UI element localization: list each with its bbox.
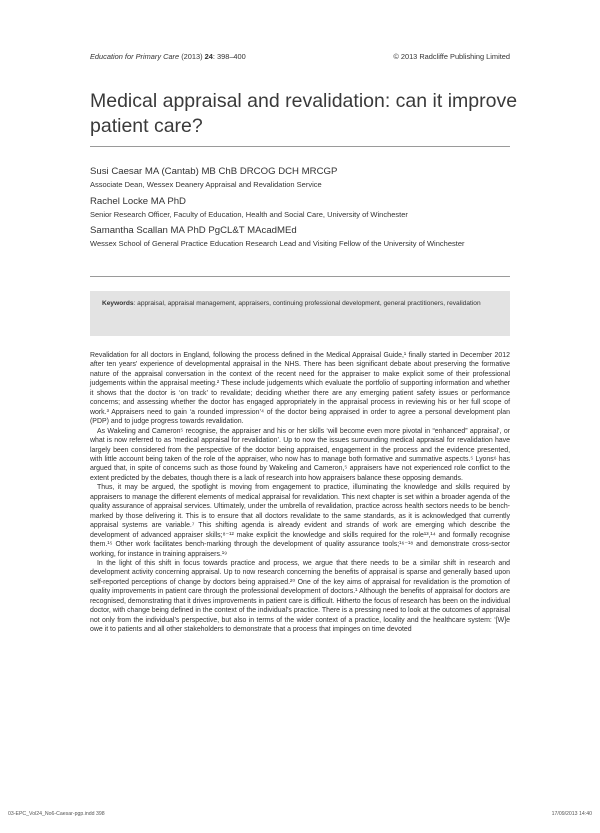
copyright-notice: © 2013 Radcliffe Publishing Limited xyxy=(393,52,510,61)
author-name: Samantha Scallan MA PhD PgCL&T MAcadMEd xyxy=(90,225,297,236)
body-paragraph: Revalidation for all doctors in England, following the process defined in the Medical Appraisal Guide,¹ finally started in December 2012 after ten years’ experience of developmental appraisal in the NHS. There has been significant debate about preserving the formative nature of the appraisal conversation in the context of the recent need for the appraiser to make explicit some of their professional judgements within the appraisal meeting.² These include judgements which evaluate the portfolio of supporting information and whether it shows that the doctor is ‘on track’ to revalidate; deciding whether there are any emerging patient safety issues or performance concerns; and assessing whether the doctor has engaged appropriately in the appraisal process in reviewing his or her full scope of work.³ Appraisers need to gain ‘a rounded impression’⁴ of the doctor being appraised in order to agree a personal development plan (PDP) and to judge progress towards revalidation. xyxy=(90,352,510,426)
keywords-box xyxy=(90,291,510,336)
author-name: Rachel Locke MA PhD xyxy=(90,196,186,207)
article-body xyxy=(90,351,510,635)
author-block-1 xyxy=(90,166,510,190)
article-title: Medical appraisal and revalidation: can it improve patient care? xyxy=(90,90,518,137)
footer-file-name: 03-EPC_Vol24_No6-Caesar-pgp.indd 398 xyxy=(8,811,105,817)
author-block-3 xyxy=(90,225,510,249)
author-name: Susi Caesar MA (Cantab) MB ChB DRCOG DCH MRCGP xyxy=(90,166,338,177)
footer-timestamp: 17/09/2013 14:40 xyxy=(551,811,592,817)
keywords-label: Keywords xyxy=(102,300,134,307)
authors-divider xyxy=(90,276,510,277)
keywords-text: : appraisal, appraisal management, appraisers, continuing professional development, general practitioners, revalidation xyxy=(133,300,481,307)
journal-year: (2013) xyxy=(181,52,203,61)
body-paragraph: As Wakeling and Cameron⁵ recognise, the appraiser and his or her skills ‘will become even more pivotal in “enhanced” appraisal’, or what is now referred to as ‘medical appraisal for revalidation’. Up to now the issues surrounding medical appraisal for revalidation have largely been considered from the perspective of the doctor being appraised, engagement in the process and the evidence presented, with little account being taken of the role of the appraiser, who now has to manage both formative and summative aspects.⁵ Lyons⁶ has argued that, in spite of concerns such as those found by Wakeling and Cameron,⁵ appraisers have not experienced role conflict to the extent predicted by the debates, though there is a lack of research into how appraisers balance these opposing demands. xyxy=(90,427,510,482)
journal-name: Education for Primary Care xyxy=(90,52,180,61)
author-affiliation: Wessex School of General Practice Education Research Lead and Visiting Fellow of the University of Winchester xyxy=(90,239,465,248)
author-block-2 xyxy=(90,196,510,220)
journal-citation xyxy=(90,52,246,61)
author-affiliation: Senior Research Officer, Faculty of Education, Health and Social Care, University of Winchester xyxy=(90,210,408,219)
journal-volume: 24 xyxy=(204,52,213,61)
body-paragraph: Thus, it may be argued, the spotlight is moving from engagement to practice, illuminating the knowledge and skills required by appraisers to manage the different elements of medical appraisal for revalidation. This next chapter is set within a broader agenda of the quality assurance of appraisal services. Ultimately, under the umbrella of revalidation, practice across health sectors needs to be bench-marked by those delivering it. This is to ensure that all doctors revalidate to the same standards, as it is acknowledged that currently appraisal systems are variable.⁷ This shifting agenda is already evident and strands of work are emerging which describe the development of advanced appraiser skills;⁸⁻¹² make explicit the knowledge and skills required for the role¹³,¹⁴ and formally recognise them.¹⁵ Other work facilitates bench-marking through the development of quality assurance tools;¹⁶⁻¹⁸ and demonstrate cross-sector working, for instance in training appraisers.¹⁹ xyxy=(90,484,510,558)
title-divider xyxy=(90,146,510,147)
journal-pages: : 398–400 xyxy=(212,52,246,61)
body-paragraph: In the light of this shift in focus towards practice and process, we argue that there needs to be a similar shift in research and development activity concerning appraisal. Up to now research concerning the benefits of appraisal is sparse and generally based upon self-reported perceptions of change by doctors being appraised.²⁰ One of the key aims of appraisal for revalidation is the promotion of quality improvements in patient care through the professional development of doctors.¹ Although the benefits of appraisal for doctors are recognised, demonstrating that it drives improvements in patient care is difficult. Hitherto the focus of research has been on the individual doctor, with change being defined in the context of the individual’s practice. There is a pressing need to look at the outcomes of appraisal not only from the individual’s perspective, but also in terms of the wider context of a practice, locality and the healthcare system: ‘[W]e owe it to patients and all other stakeholders to demonstrate that a process that impinges on time devoted xyxy=(90,559,510,634)
author-affiliation: Associate Dean, Wessex Deanery Appraisal and Revalidation Service xyxy=(90,180,322,189)
